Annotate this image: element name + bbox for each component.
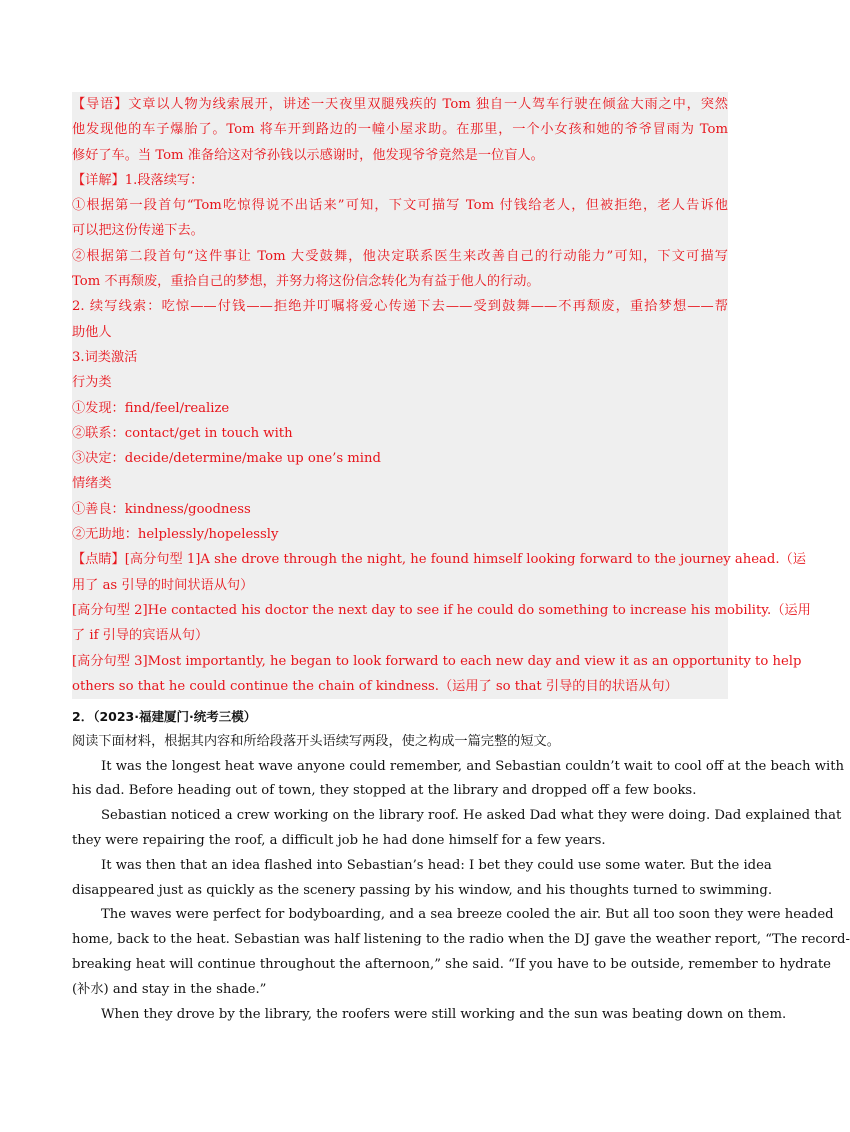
answer-line: 【点睛】[高分句型 1]A she drove through the night, he found himself looking forward to the journey ahead.（运 [72,552,806,568]
answer-line: ②根据第二段首句“这件事让 Tom 大受鼓舞，他决定联系医生来改善自己的行动能力”可知，下文可描写 [72,248,728,264]
answer-line: ③决定：decide/determine/make up one’s mind [72,451,381,467]
answer-line: 修好了车。当 Tom 准备给这对爷孙钱以示感谢时，他发现爷爷竟然是一位盲人。 [72,147,544,163]
answer-line: 3.词类激活 [72,349,138,365]
answer-line: 了 if 引导的宾语从句） [72,628,209,644]
answer-line: [高分句型 2]He contacted his doctor the next day to see if he could do something to increase his mobility.（运用 [72,602,811,618]
passage-line: his dad. Before heading out of town, they stopped at the library and dropped off a few books. [72,783,697,799]
passage-line: disappeared just as quickly as the scenery passing by his window, and his thoughts turned to swimming. [72,882,773,898]
question-section [72,705,850,1027]
question-instruction: 阅读下面材料，根据其内容和所给段落开头语续写两段，使之构成一篇完整的短文。 [72,733,560,749]
answer-line: others so that he could continue the chain of kindness.（运用了 so that 引导的目的状语从句） [72,678,678,694]
question-heading: 2．（2023·福建厦门·统考三模） [72,709,257,724]
answer-line: 可以把这份传递下去。 [72,223,204,239]
passage-line: Sebastian noticed a crew working on the library roof. He asked Dad what they were doing. Dad explained that [101,808,842,824]
answer-line: 2. 续写线索：吃惊——付钱——拒绝并叮嘱将爱心传递下去——受到鼓舞——不再颓废，重拾梦想——帮 [72,299,728,315]
passage-line: home, back to the heat. Sebastian was half listening to the radio when the DJ gave the weather report, “The record- [72,932,850,948]
answer-line: 助他人 [72,324,112,340]
answer-explanation-box [72,92,811,699]
answer-line: 行为类 [72,375,112,391]
answer-line: 用了 as 引导的时间状语从句） [72,577,254,593]
answer-line: Tom 不再颓废，重拾自己的梦想，并努力将这份信念转化为有益于他人的行动。 [72,274,540,290]
passage-line: It was the longest heat wave anyone could remember, and Sebastian couldn’t wait to cool off at the beach with [101,758,845,774]
passage-line: When they drove by the library, the roofers were still working and the sun was beating down on them. [101,1006,787,1022]
answer-line: ②联系：contact/get in touch with [72,425,293,441]
answer-line: ②无助地：helplessly/hopelessly [72,527,279,543]
answer-line: 情绪类 [72,476,112,492]
answer-line: 他发现他的车子爆胎了。Tom 将车开到路边的一幢小屋求助。在那里，一个小女孩和她的爷爷冒雨为 Tom [72,122,728,138]
answer-line: 【详解】1.段落续写： [72,172,204,188]
passage-line: The waves were perfect for bodyboarding, and a sea breeze cooled the air. But all too soon they were headed [101,907,834,923]
passage-line: breaking heat will continue throughout the afternoon,” she said. “If you have to be outside, remember to hydrate [72,956,831,972]
passage-line: they were repairing the roof, a difficult job he had done himself for a few years. [72,832,606,848]
passage-line: It was then that an idea flashed into Sebastian’s head: I bet they could use some water. But the idea [101,857,772,873]
answer-line: ①善良：kindness/goodness [72,501,251,517]
answer-line: ①发现：find/feel/realize [72,400,230,416]
answer-line: ①根据第一段首句“Tom吃惊得说不出话来”可知，下文可描写 Tom 付钱给老人，但被拒绝，老人告诉他 [72,198,728,214]
answer-line: [高分句型 3]Most importantly, he began to look forward to each new day and view it as an opportunity to help [72,653,802,669]
passage-line: (补水) and stay in the shade.” [72,981,267,997]
answer-line: 【导语】文章以人物为线索展开，讲述一天夜里双腿残疾的 Tom 独自一人驾车行驶在倾盆大雨之中，突然 [72,97,728,112]
